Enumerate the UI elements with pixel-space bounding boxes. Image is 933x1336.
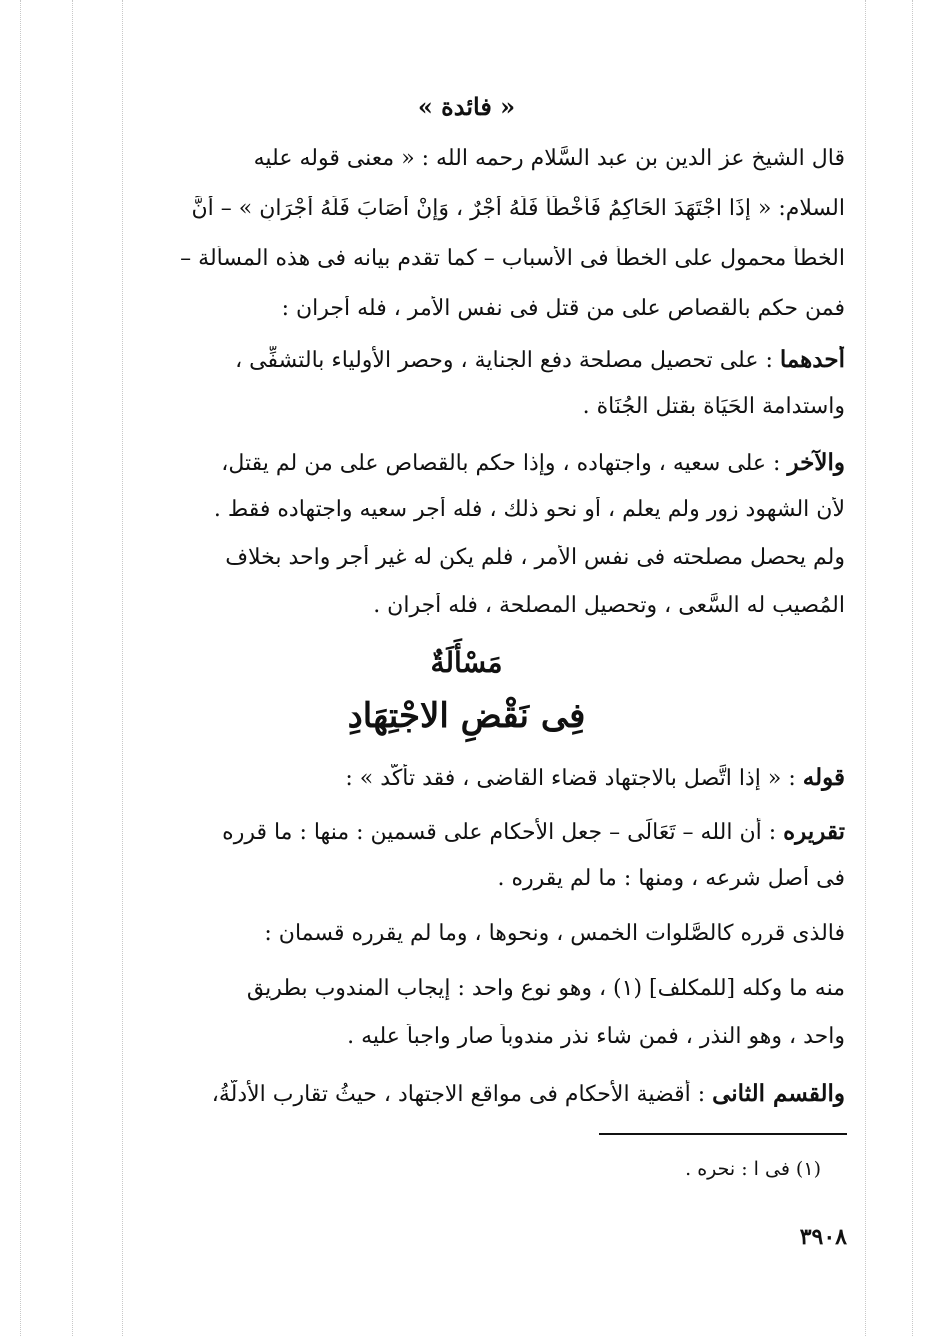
text-line <box>110 818 845 845</box>
text-line <box>110 449 845 476</box>
text-line: لأن الشهود زور ولم يعلم ، أو نحو ذلك ، فله أجر سعيه واجتهاده فقط . <box>213 497 845 522</box>
footnote-divider <box>599 1133 847 1135</box>
text-line: ولم يحصل مصلحته فى نفس الأمر ، فلم يكن له غير أجر واحد بخلاف <box>225 545 845 570</box>
page-number: ٣٩٠٨ <box>799 1224 847 1250</box>
text-line: منه ما وكله [للمكلف] (١) ، وهو نوع واحد : إيجاب المندوب بطريق <box>246 976 845 1001</box>
section-heading: مَسْأَلَةٌ <box>430 646 503 679</box>
paragraph-lead-word: والقسم الثانى <box>712 1080 845 1107</box>
paragraph-text: : على سعيه ، واجتهاده ، وإذا حكم بالقصاص على من لم يقتل، <box>221 451 781 476</box>
paragraph-lead-word: أحدهما <box>779 346 845 373</box>
text-line: واحد ، وهو النذر ، فمن شاء نذر مندوباً صار واجباً عليه . <box>347 1024 845 1049</box>
text-line: واستدامة الحَيَاة بقتل الجُنَاة . <box>582 394 845 419</box>
text-line: قال الشيخ عز الدين بن عبد السَّلام رحمه الله : « معنى قوله عليه <box>253 146 845 171</box>
text-line: الخطأ محمول على الخطأ فى الأسباب – كما تقدم بيانه فى هذه المسألة – <box>180 246 845 271</box>
text-line <box>110 1080 845 1107</box>
paragraph-text: : أقضية الأحكام فى مواقع الاجتهاد ، حيثُ تقارب الأدلَّةُ، <box>211 1082 706 1107</box>
text-line: فمن حكم بالقصاص على من قتل فى نفس الأمر ، فله أجران : <box>281 296 845 321</box>
fayda-title: « فائدة » <box>417 92 516 121</box>
text-line: فى أصل شرعه ، ومنها : ما لم يقرره . <box>497 866 845 891</box>
text-line: فالذى قرره كالصَّلوات الخمس ، ونحوها ، وما لم يقرره قسمان : <box>264 921 845 946</box>
text-line <box>110 764 845 791</box>
footnote: (١) فى ا : نحره . <box>685 1158 821 1180</box>
topic-heading: فِى نَقْضِ الاجْتِهَادِ <box>347 696 586 736</box>
paragraph-text: : « إذا اتَّصل بالاجتهاد قضاء القاضى ، فقد تأكَّد » : <box>345 766 796 791</box>
paragraph-lead-word: تقريره <box>783 818 845 845</box>
paragraph-lead-word: والآخر <box>787 449 845 476</box>
text-line: المُصيب له السَّعى ، وتحصيل المصلحة ، فله أجران . <box>373 593 845 618</box>
text-line: السلام: « إِذَا اجْتَهَدَ الحَاكِمُ فَأَخْطَأَ فَلَهُ أَجْرٌ ، وَإِنْ أَصَابَ فَلَهُ أَجْرَانِ » – أنَّ <box>191 196 845 221</box>
paragraph-lead-word: قوله <box>802 764 845 791</box>
paragraph-text: : أن الله – تَعَالَى – جعل الأحكام على قسمين : منها : ما قرره <box>222 820 777 845</box>
paragraph-text: : على تحصيل مصلحة دفع الجناية ، وحصر الأولياء بالتشفِّى ، <box>235 348 773 373</box>
text-line <box>110 346 845 373</box>
